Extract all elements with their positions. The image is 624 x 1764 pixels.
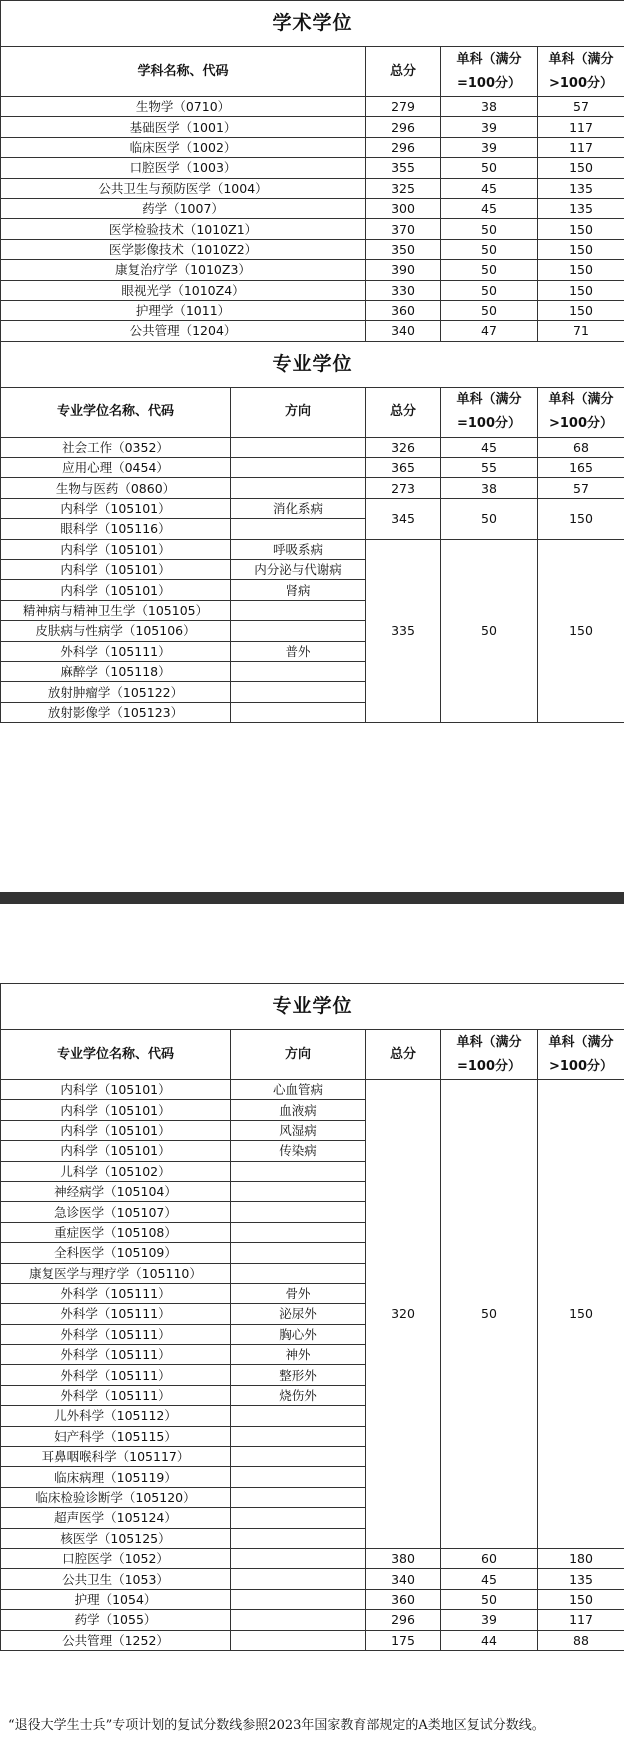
subject-name: 医学检验技术（1010Z1）: [1, 219, 366, 239]
direction: 风湿病: [231, 1120, 366, 1140]
degree-name: 内科学（105101）: [1, 1141, 231, 1161]
total-score: 380: [366, 1548, 441, 1568]
subject-name: 医学影像技术（1010Z2）: [1, 239, 366, 259]
table-row: [1, 1030, 624, 1080]
column-header-single-100: 单科（满分=100分）: [441, 387, 538, 437]
table-row: [1, 984, 624, 1030]
single-score-100: 55: [441, 458, 538, 478]
single-score-over100: 180: [538, 1548, 624, 1568]
direction: 整形外: [231, 1365, 366, 1385]
direction: [231, 1447, 366, 1467]
degree-name: 社会工作（0352）: [1, 437, 231, 457]
degree-name: 内科学（105101）: [1, 1100, 231, 1120]
table-row: [1, 539, 624, 559]
degree-name: 临床检验诊断学（105120）: [1, 1487, 231, 1507]
single-score-100: 50: [441, 1080, 538, 1549]
single-score-100: 50: [441, 498, 538, 539]
single-score-100: 39: [441, 137, 538, 157]
direction: [231, 1406, 366, 1426]
table-row: [1, 117, 624, 137]
footnote: “退役大学生士兵”专项计划的复试分数线参照2023年国家教育部规定的A类地区复试分数线。: [8, 1718, 545, 1733]
degree-name: 耳鼻咽喉科学（105117）: [1, 1447, 231, 1467]
direction: 内分泌与代谢病: [231, 560, 366, 580]
table-row: [1, 321, 624, 341]
direction: [231, 437, 366, 457]
degree-name: 内科学（105101）: [1, 498, 231, 518]
degree-name: 外科学（105111）: [1, 1283, 231, 1303]
single-score-over100: 150: [538, 1080, 624, 1549]
single-score-100: 39: [441, 117, 538, 137]
direction: [231, 1569, 366, 1589]
total-score: 325: [366, 178, 441, 198]
single-score-over100: 150: [538, 158, 624, 178]
degree-name: 药学（1055）: [1, 1610, 231, 1630]
total-score: 273: [366, 478, 441, 498]
table-row: [1, 1080, 624, 1100]
direction: 普外: [231, 641, 366, 661]
section-divider: [0, 892, 624, 904]
degree-name: 应用心理（0454）: [1, 458, 231, 478]
single-score-over100: 150: [538, 300, 624, 320]
direction: [231, 1202, 366, 1222]
column-header-name: 专业学位名称、代码: [1, 387, 231, 437]
single-score-over100: 150: [538, 260, 624, 280]
column-header-single-over100: 单科（满分>100分）: [538, 1030, 624, 1080]
direction: [231, 1467, 366, 1487]
table-row: [1, 1610, 624, 1630]
degree-name: 超声医学（105124）: [1, 1508, 231, 1528]
total-score: 370: [366, 219, 441, 239]
table-row: [1, 458, 624, 478]
single-score-100: 50: [441, 158, 538, 178]
single-score-over100: 135: [538, 198, 624, 218]
degree-name: 神经病学（105104）: [1, 1181, 231, 1201]
total-score: 279: [366, 97, 441, 117]
table-row: [1, 437, 624, 457]
direction: 泌尿外: [231, 1304, 366, 1324]
table-row: [1, 198, 624, 218]
direction: 胸心外: [231, 1324, 366, 1344]
direction: [231, 1222, 366, 1242]
column-header-total: 总分: [366, 387, 441, 437]
single-score-100: 50: [441, 239, 538, 259]
degree-name: 临床病理（105119）: [1, 1467, 231, 1487]
column-header-single-100: 单科（满分=100分）: [441, 1030, 538, 1080]
degree-name: 妇产科学（105115）: [1, 1426, 231, 1446]
subject-name: 基础医学（1001）: [1, 117, 366, 137]
degree-name: 全科医学（105109）: [1, 1243, 231, 1263]
direction: [231, 458, 366, 478]
table-row: [1, 47, 624, 97]
degree-name: 外科学（105111）: [1, 1365, 231, 1385]
total-score: 296: [366, 137, 441, 157]
subject-name: 临床医学（1002）: [1, 137, 366, 157]
total-score: 350: [366, 239, 441, 259]
subject-name: 公共卫生与预防医学（1004）: [1, 178, 366, 198]
single-score-100: 50: [441, 219, 538, 239]
single-score-over100: 150: [538, 280, 624, 300]
subject-name: 生物学（0710）: [1, 97, 366, 117]
direction: 血液病: [231, 1100, 366, 1120]
direction: [231, 478, 366, 498]
table-row: [1, 1548, 624, 1568]
direction: 传染病: [231, 1141, 366, 1161]
single-score-over100: 135: [538, 1569, 624, 1589]
total-score: 340: [366, 1569, 441, 1589]
table-row: [1, 239, 624, 259]
table-row: [1, 158, 624, 178]
direction: [231, 1589, 366, 1609]
section-title: 专业学位: [1, 984, 624, 1030]
table-row: [1, 260, 624, 280]
table-row: [1, 387, 624, 437]
subject-name: 公共管理（1204）: [1, 321, 366, 341]
single-score-over100: 150: [538, 498, 624, 539]
total-score: 296: [366, 117, 441, 137]
single-score-over100: 165: [538, 458, 624, 478]
single-score-over100: 57: [538, 97, 624, 117]
single-score-100: 50: [441, 260, 538, 280]
degree-name: 核医学（105125）: [1, 1528, 231, 1548]
degree-name: 公共卫生（1053）: [1, 1569, 231, 1589]
degree-name: 儿外科学（105112）: [1, 1406, 231, 1426]
direction: 烧伤外: [231, 1385, 366, 1405]
degree-name: 精神病与精神卫生学（105105）: [1, 600, 231, 620]
total-score: 330: [366, 280, 441, 300]
degree-name: 口腔医学（1052）: [1, 1548, 231, 1568]
column-header-direction: 方向: [231, 387, 366, 437]
single-score-100: 47: [441, 321, 538, 341]
subject-name: 护理学（1011）: [1, 300, 366, 320]
single-score-100: 60: [441, 1548, 538, 1568]
single-score-over100: 150: [538, 1589, 624, 1609]
degree-name: 公共管理（1252）: [1, 1630, 231, 1650]
degree-name: 外科学（105111）: [1, 1345, 231, 1365]
degree-name: 外科学（105111）: [1, 1304, 231, 1324]
direction: 骨外: [231, 1283, 366, 1303]
degree-name: 外科学（105111）: [1, 1324, 231, 1344]
degree-name: 护理（1054）: [1, 1589, 231, 1609]
subject-name: 药学（1007）: [1, 198, 366, 218]
direction: 神外: [231, 1345, 366, 1365]
degree-name: 急诊医学（105107）: [1, 1202, 231, 1222]
total-score: 360: [366, 1589, 441, 1609]
column-header-direction: 方向: [231, 1030, 366, 1080]
table-row: [1, 478, 624, 498]
column-header-total: 总分: [366, 47, 441, 97]
direction: [231, 621, 366, 641]
table-row: [1, 498, 624, 518]
degree-name: 儿科学（105102）: [1, 1161, 231, 1181]
table-row: [1, 1630, 624, 1650]
degree-name: 内科学（105101）: [1, 1120, 231, 1140]
degree-name: 内科学（105101）: [1, 1080, 231, 1100]
degree-name: 生物与医药（0860）: [1, 478, 231, 498]
subject-name: 口腔医学（1003）: [1, 158, 366, 178]
direction: 呼吸系病: [231, 539, 366, 559]
score-table-2: [0, 983, 624, 1651]
table-row: [1, 280, 624, 300]
single-score-100: 45: [441, 198, 538, 218]
section-title: 学术学位: [1, 1, 624, 47]
single-score-100: 45: [441, 1569, 538, 1589]
degree-name: 内科学（105101）: [1, 560, 231, 580]
total-score: 365: [366, 458, 441, 478]
total-score: 326: [366, 437, 441, 457]
degree-name: 麻醉学（105118）: [1, 661, 231, 681]
direction: [231, 1161, 366, 1181]
direction: [231, 600, 366, 620]
single-score-100: 38: [441, 478, 538, 498]
single-score-100: 38: [441, 97, 538, 117]
single-score-100: 45: [441, 437, 538, 457]
single-score-over100: 71: [538, 321, 624, 341]
direction: [231, 1548, 366, 1568]
degree-name: 眼科学（105116）: [1, 519, 231, 539]
total-score: 360: [366, 300, 441, 320]
subject-name: 眼视光学（1010Z4）: [1, 280, 366, 300]
single-score-100: 39: [441, 1610, 538, 1630]
degree-name: 重症医学（105108）: [1, 1222, 231, 1242]
direction: [231, 1487, 366, 1507]
total-score: 345: [366, 498, 441, 539]
single-score-over100: 68: [538, 437, 624, 457]
direction: 心血管病: [231, 1080, 366, 1100]
subject-name: 康复治疗学（1010Z3）: [1, 260, 366, 280]
direction: 肾病: [231, 580, 366, 600]
direction: 消化系病: [231, 498, 366, 518]
table-row: [1, 300, 624, 320]
column-header-single-100: 单科（满分=100分）: [441, 47, 538, 97]
degree-name: 放射肿瘤学（105122）: [1, 682, 231, 702]
column-header-name: 专业学位名称、代码: [1, 1030, 231, 1080]
table-row: [1, 1589, 624, 1609]
direction: [231, 1181, 366, 1201]
degree-name: 外科学（105111）: [1, 1385, 231, 1405]
single-score-over100: 135: [538, 178, 624, 198]
single-score-over100: 117: [538, 117, 624, 137]
score-table-1: [0, 0, 624, 723]
total-score: 335: [366, 539, 441, 723]
single-score-over100: 150: [538, 239, 624, 259]
single-score-over100: 150: [538, 539, 624, 723]
direction: [231, 702, 366, 722]
total-score: 340: [366, 321, 441, 341]
table-row: [1, 137, 624, 157]
single-score-over100: 117: [538, 137, 624, 157]
single-score-100: 50: [441, 539, 538, 723]
column-header-single-over100: 单科（满分>100分）: [538, 387, 624, 437]
single-score-over100: 57: [538, 478, 624, 498]
direction: [231, 1508, 366, 1528]
column-header-name: 学科名称、代码: [1, 47, 366, 97]
single-score-100: 50: [441, 280, 538, 300]
degree-name: 康复医学与理疗学（105110）: [1, 1263, 231, 1283]
total-score: 390: [366, 260, 441, 280]
single-score-over100: 150: [538, 219, 624, 239]
direction: [231, 519, 366, 539]
total-score: 300: [366, 198, 441, 218]
table-row: [1, 1, 624, 47]
direction: [231, 1243, 366, 1263]
table-row: [1, 178, 624, 198]
direction: [231, 1528, 366, 1548]
degree-name: 皮肤病与性病学（105106）: [1, 621, 231, 641]
single-score-100: 44: [441, 1630, 538, 1650]
single-score-100: 45: [441, 178, 538, 198]
single-score-100: 50: [441, 300, 538, 320]
total-score: 175: [366, 1630, 441, 1650]
direction: [231, 661, 366, 681]
total-score: 296: [366, 1610, 441, 1630]
direction: [231, 1610, 366, 1630]
column-header-single-over100: 单科（满分>100分）: [538, 47, 624, 97]
single-score-100: 50: [441, 1589, 538, 1609]
table-row: [1, 219, 624, 239]
single-score-over100: 117: [538, 1610, 624, 1630]
direction: [231, 1630, 366, 1650]
table-row: [1, 97, 624, 117]
section-title: 专业学位: [1, 341, 624, 387]
degree-name: 外科学（105111）: [1, 641, 231, 661]
single-score-over100: 88: [538, 1630, 624, 1650]
table-row: [1, 341, 624, 387]
degree-name: 内科学（105101）: [1, 539, 231, 559]
total-score: 320: [366, 1080, 441, 1549]
table-row: [1, 1569, 624, 1589]
direction: [231, 1426, 366, 1446]
total-score: 355: [366, 158, 441, 178]
column-header-total: 总分: [366, 1030, 441, 1080]
direction: [231, 1263, 366, 1283]
direction: [231, 682, 366, 702]
degree-name: 放射影像学（105123）: [1, 702, 231, 722]
degree-name: 内科学（105101）: [1, 580, 231, 600]
